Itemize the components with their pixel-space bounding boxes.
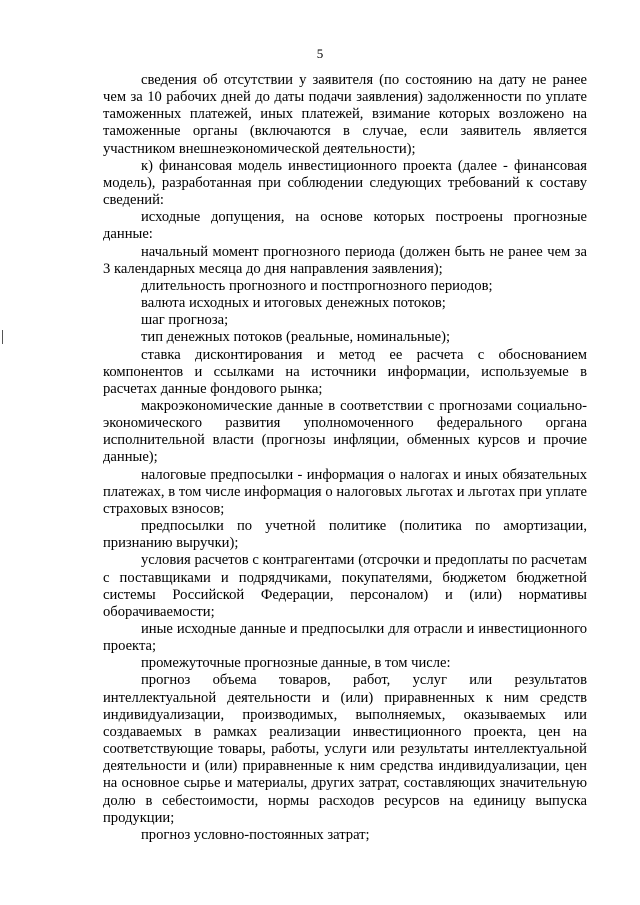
paragraph: тип денежных потоков (реальные, номинальные); xyxy=(141,329,451,346)
paragraph: к) финансовая модель инвестиционного проекта (далее - финансовая модель), разработанная при соблюдении следующих требований к составу сведений: xyxy=(103,157,587,209)
paragraph: валюта исходных и итоговых денежных потоков; xyxy=(141,295,446,312)
paragraph: длительность прогнозного и постпрогнозного периодов; xyxy=(141,277,493,294)
scan-edge-mark xyxy=(2,330,3,344)
paragraph: промежуточные прогнозные данные, в том числе: xyxy=(141,655,451,672)
document-body xyxy=(103,72,587,844)
paragraph: предпосылки по учетной политике (политика по амортизации, признанию выручки); xyxy=(103,518,587,552)
paragraph: прогноз условно-постоянных затрат; xyxy=(141,826,370,843)
paragraph: налоговые предпосылки - информация о налогах и иных обязательных платежах, в том числе информация о налоговых льготах и льготах при уплате страховых взносов; xyxy=(103,466,587,517)
paragraph: начальный момент прогнозного периода (должен быть не ранее чем за 3 календарных месяца до дня направления заявления); xyxy=(103,243,587,277)
paragraph: сведения об отсутствии у заявителя (по состоянию на дату не ранее чем за 10 рабочих дней до даты подачи заявления) задолженности по уплате таможенных платежей, иных платежей, взимание которых возложено на таможенные органы (включаются в случае, если заявитель является участником внешнеэкономической деятельности); xyxy=(103,72,587,157)
paragraph: исходные допущения, на основе которых построены прогнозные данные: xyxy=(103,209,587,243)
paragraph: макроэкономические данные в соответствии с прогнозами социально-экономического развития уполномоченного федерального органа исполнительной власти (прогнозы инфляции, обменных курсов и прочие данные); xyxy=(103,397,587,466)
paragraph: иные исходные данные и предпосылки для отрасли и инвестиционного проекта; xyxy=(103,621,587,655)
paragraph: ставка дисконтирования и метод ее расчета с обоснованием компонентов и ссылками на источники информации, используемые в расчетах данные фондового рынка; xyxy=(103,346,587,397)
paragraph: шаг прогноза; xyxy=(141,312,229,329)
paragraph: прогноз объема товаров, работ, услуг или результатов интеллектуальной деятельности и (или) приравненных к ним средств индивидуализации, производимых, выполняемых, оказываемых или создаваемых в рамках реализации инвестиционного проекта, цен на соответствующие товары, работы, услуги или результаты интеллектуальной деятельности и (или) приравненные к ним средства индивидуализации, цен на основное сырье и материалы, других затрат, составляющих значительную долю в себестоимости, нормы расходов ресурсов на единицу выпуска продукции; xyxy=(103,672,587,826)
paragraph: условия расчетов с контрагентами (отсрочки и предоплаты по расчетам с поставщиками и подрядчиками, покупателями, бюджетом бюджетной системы Российской Федерации, персоналом) и (или) нормативы оборачиваемости; xyxy=(103,552,587,620)
page-number: 5 xyxy=(316,46,324,61)
